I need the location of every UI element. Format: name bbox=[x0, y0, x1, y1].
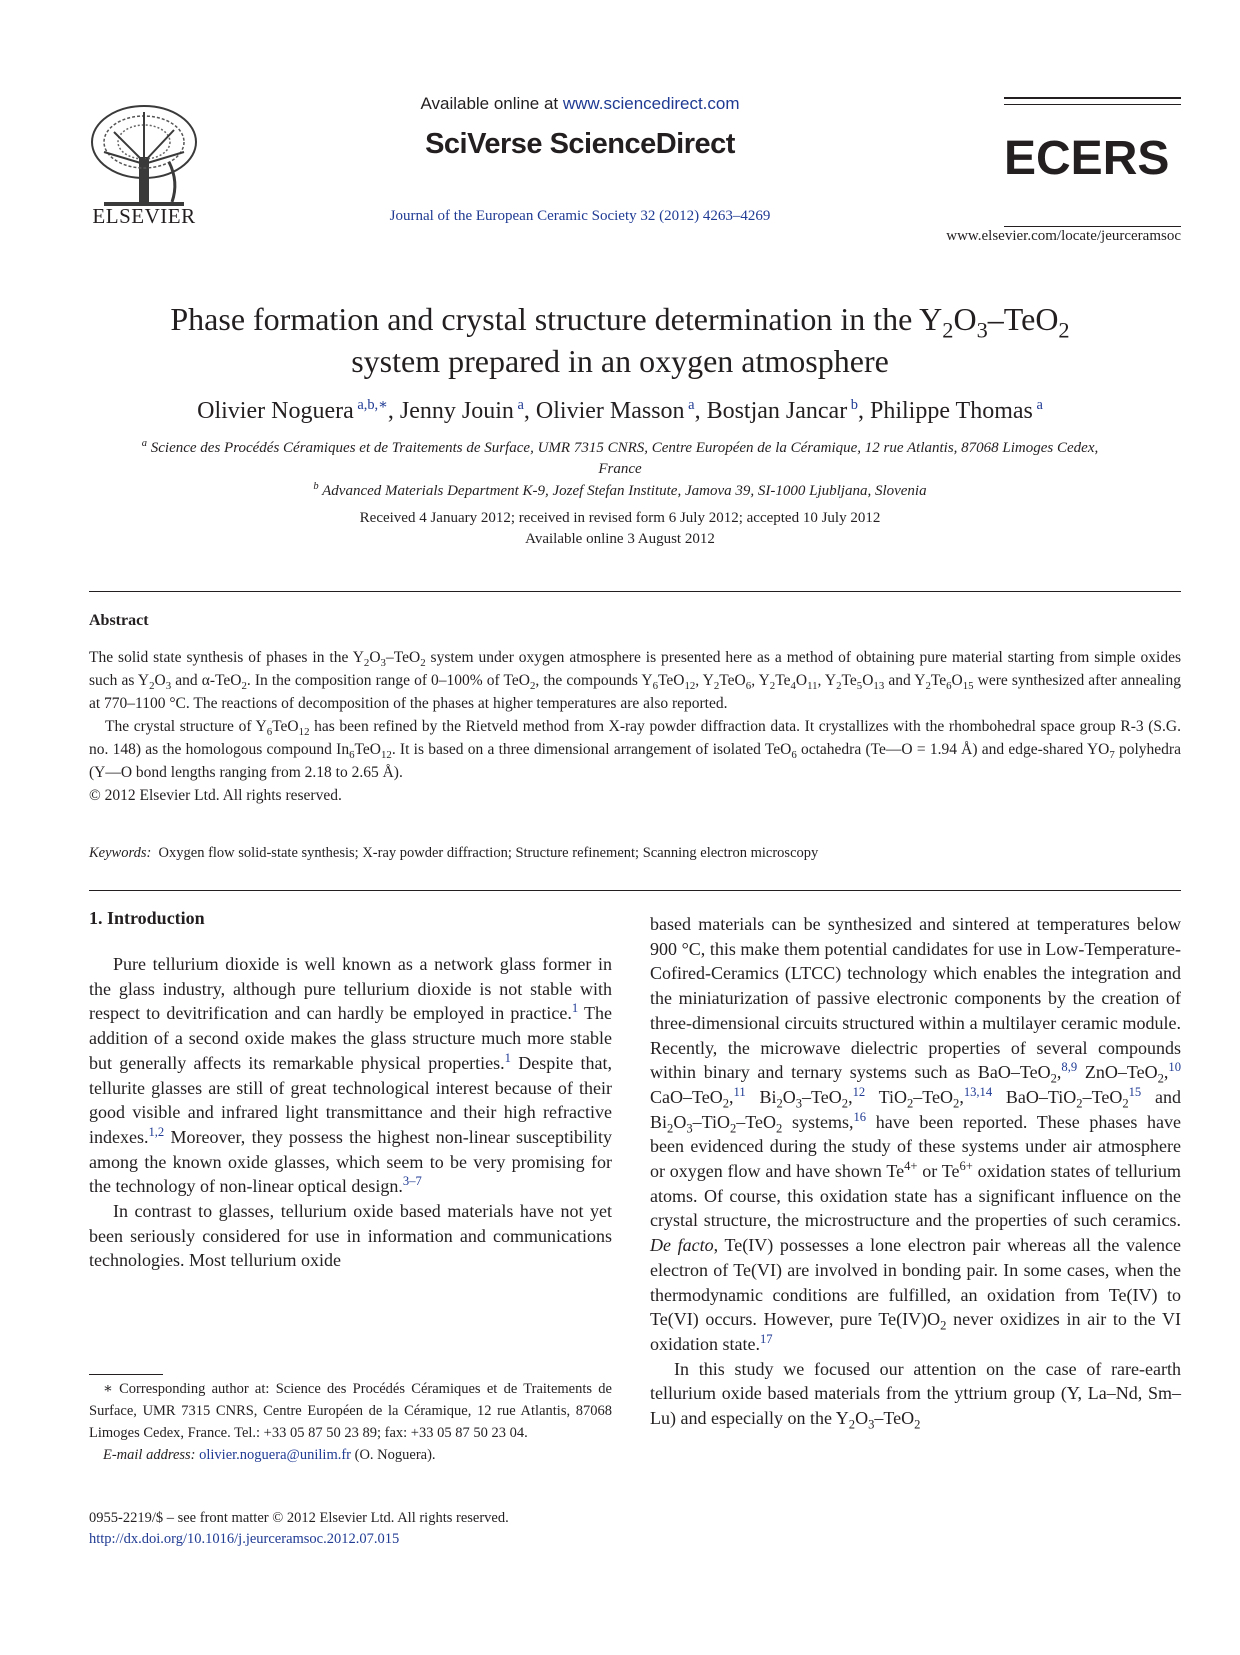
affiliation-mark: a bbox=[141, 438, 147, 449]
author-affiliation-mark[interactable]: a bbox=[684, 397, 695, 413]
author-email-link[interactable]: olivier.noguera@unilim.fr bbox=[199, 1447, 351, 1463]
author-affiliation-mark[interactable]: a bbox=[513, 397, 524, 413]
email-label: E-mail address: bbox=[103, 1447, 196, 1463]
header-rule bbox=[1004, 97, 1181, 99]
available-online-prefix: Available online at bbox=[420, 94, 563, 113]
abstract-body bbox=[89, 646, 1181, 807]
author-affiliation-mark[interactable]: a bbox=[1032, 397, 1043, 413]
footnote-email bbox=[89, 1444, 612, 1466]
journal-logo-icon bbox=[1004, 130, 1181, 182]
keywords-line bbox=[89, 845, 1181, 862]
received-dates: Received 4 January 2012; received in revised form 6 July 2012; accepted 10 July 2012 bbox=[359, 510, 881, 526]
author-affiliation-mark[interactable]: b bbox=[847, 397, 858, 413]
body-column-left bbox=[89, 952, 612, 1273]
available-online-date: Available online 3 August 2012 bbox=[525, 531, 715, 547]
section-rule bbox=[89, 890, 1181, 891]
affiliation-a-country: France bbox=[598, 461, 642, 477]
author-affiliation-mark[interactable]: a,b,∗ bbox=[353, 397, 388, 413]
author-name: Bostjan Jancar bbox=[706, 398, 848, 424]
abstract-heading: Abstract bbox=[89, 612, 149, 629]
body-paragraph: Pure tellurium dioxide is well known as a network glass former in the glass industry, although pure tellurium dioxide is not stable with respect to devitrification and can hardly be employed in practice.$^1$ The addition of a second oxide makes the glass structure much more stable but generally affects its remarkable physical properties.$^1$ Despite that, tellurite glasses are still of great technological interest because of their good visible and infrared light transmittance and their high refractive indexes.$^{1,2}$ Moreover, they possess the highest non-linear susceptibility among the known oxide glasses, which seem to be very promising for the technology of non-linear optical design.$^{3-7}$ bbox=[89, 954, 612, 1197]
title-line1: Phase formation and crystal structure determination in the Y bbox=[170, 301, 943, 337]
header-rule bbox=[1004, 226, 1181, 227]
affiliation-b bbox=[90, 481, 1150, 502]
body-column-right bbox=[650, 912, 1181, 1431]
sciencedirect-link[interactable]: www.sciencedirect.com bbox=[562, 94, 740, 113]
issn-line: 0955-2219/$ – see front matter © 2012 Elsevier Ltd. All rights reserved. bbox=[89, 1510, 509, 1526]
corresponding-author-footnote bbox=[89, 1378, 612, 1466]
author-name: Jenny Jouin bbox=[399, 398, 514, 424]
elsevier-tree-logo bbox=[84, 92, 204, 222]
affiliation-a-text: Science des Procédés Céramiques et de Traitements de Surface, UMR 7315 CNRS, Centre Européen de la Céramique, 12 rue Atlantis, 87068 Limoges Cedex, bbox=[150, 440, 1099, 456]
journal-citation-link[interactable]: Journal of the European Ceramic Society 32 (2012) 4263–4269 bbox=[389, 208, 771, 224]
body-paragraph: In contrast to glasses, tellurium oxide based materials have not yet been seriously considered for use in information and communications technologies. Most tellurium oxide bbox=[89, 1201, 612, 1271]
section-heading-introduction: 1. Introduction bbox=[89, 908, 205, 928]
platform-wordmark: SciVerse ScienceDirect bbox=[425, 128, 735, 160]
publisher-wordmark: ELSEVIER bbox=[92, 204, 196, 228]
author-name: Olivier Noguera bbox=[197, 398, 354, 424]
journal-homepage-url: www.elsevier.com/locate/jeurceramsoc bbox=[946, 228, 1181, 244]
front-matter bbox=[89, 1508, 689, 1550]
body-paragraph: based materials can be synthesized and sintered at temperatures below 900 °C, this make them potential candidates for use in Low-Temperature-Cofired-Ceramics (LTCC) technology which enables the integration and the miniaturization of passive electronic components by the creation of three-dimensional circuits structured within a multilayer ceramic module. Recently, the microwave dielectric properties of several compounds within binary and ternary systems such as BaO–TeO$_2$,$^{8,9}$ ZnO–TeO$_2$,$^{10}$ CaO–TeO$_2$,$^{11}$ $Bi_2O_3-TeO_2,^{12}$ TiO$_2$–TeO$_2$,$^{13,14}$ BaO–TiO$_2$–TeO$_2^{15}$ and $Bi_2O_3-TiO_2-TeO_2$ systems,$^{16}$ have been reported. These phases have been evidenced during the study of these systems under air atmosphere or oxygen flow and have shown $Te^{4+}$ or $Te^{6+}$ oxidation states of tellurium atoms. Of course, this oxidation state has a significant influence on the crystal structure, the microstructure and the properties of such ceramics. De facto, Te(IV) possesses a lone electron pair whereas all the valence electron of Te(VI) are involved in bonding pair. In some cases, when the thermodynamic conditions are fulfilled, an oxidation from Te(IV) to Te(VI) occurs. However, pure $Te(IV)O_2$ never oxidizes in air to the VI oxidation state.$^{17}$ bbox=[650, 914, 1181, 1354]
footnote-rule bbox=[89, 1374, 163, 1375]
journal-logo-text: ECERS bbox=[1004, 132, 1170, 182]
affiliation-a bbox=[90, 438, 1150, 480]
author-name: Philippe Thomas bbox=[869, 398, 1033, 424]
body-paragraph: In this study we focused our attention on the case of rare-earth tellurium oxide based materials from the yttrium group (Y, La–Nd, Sm–Lu) and especially on the $Y_2O_3-TeO_2$ bbox=[650, 1358, 1181, 1432]
available-online-line bbox=[380, 94, 780, 114]
keywords-text: Oxygen flow solid-state synthesis; X-ray powder diffraction; Structure refinement; Scanning electron microscopy bbox=[158, 845, 819, 861]
abstract-copyright: © 2012 Elsevier Ltd. All rights reserved. bbox=[89, 787, 342, 804]
email-suffix: (O. Noguera). bbox=[354, 1447, 436, 1463]
author-name: Olivier Masson bbox=[535, 398, 685, 424]
affiliation-mark: b bbox=[313, 481, 319, 492]
affiliation-b-text: Advanced Materials Department K-9, Jozef Stefan Institute, Jamova 39, SI-1000 Ljubljana, Slovenia bbox=[322, 483, 927, 499]
article-title: Phase formation and crystal structure determination in the $Y_2O_3-TeO_2$ system prepared in an oxygen atmosphere bbox=[170, 301, 1070, 379]
abstract-paragraph: The crystal structure of $Y_6TeO_{12}$ has been refined by the Rietveld method from X-ray powder diffraction data. It crystallizes with the rhombohedral space group R-3 (S.G. no. 148) as the homologous compound $In_6TeO_{12}$. It is based on a three dimensional arrangement of isolated TeO$_6$ octahedra (Te—O = 1.94 Å) and edge-shared $YO_7$ polyhedra (Y—O bond lengths ranging from 2.18 to 2.65 Å). bbox=[89, 718, 1182, 781]
doi-link[interactable]: http://dx.doi.org/10.1016/j.jeurceramsoc.2012.07.015 bbox=[89, 1531, 400, 1547]
abstract-paragraph: The solid state synthesis of phases in the $Y_2O_3-TeO_2$ system under oxygen atmosphere is presented here as a method of obtaining pure material starting from simple oxides such as $Y_2O_3$ and α-TeO$_2$. In the composition range of 0–100% of TeO$_2$, the compounds $Y_6TeO_{12}$, $Y_2TeO_6$, $Y_2Te_4O_{11}$, $Y_2Te_5O_{13}$ and $Y_2Te_6O_{15}$ were synthesized after annealing at 770–1100 °C. The reactions of decomposition of the phases at higher temperatures are also reported. bbox=[89, 649, 1181, 712]
title-line2: system prepared in an oxygen atmosphere bbox=[351, 343, 889, 379]
section-rule bbox=[89, 591, 1181, 592]
author-list: Olivier Noguera $^{a,b,∗}$, Jenny Jouin $^a$, Olivier Masson $^a$, Bostjan Jancar $^b$, Philippe Thomas $^a$ bbox=[197, 397, 1043, 424]
footnote-text: ∗ Corresponding author at: Science des Procédés Céramiques et de Traitements de Surface, UMR 7315 CNRS, Centre Européen de la Céramique, 12 rue Atlantis, 87068 Limoges Cedex, France. Tel.: +33 05 87 50 23 89; fax: +33 05 87 50 23 04. bbox=[89, 1381, 612, 1441]
header-rule bbox=[1004, 104, 1181, 105]
keywords-label: Keywords: bbox=[89, 845, 152, 861]
